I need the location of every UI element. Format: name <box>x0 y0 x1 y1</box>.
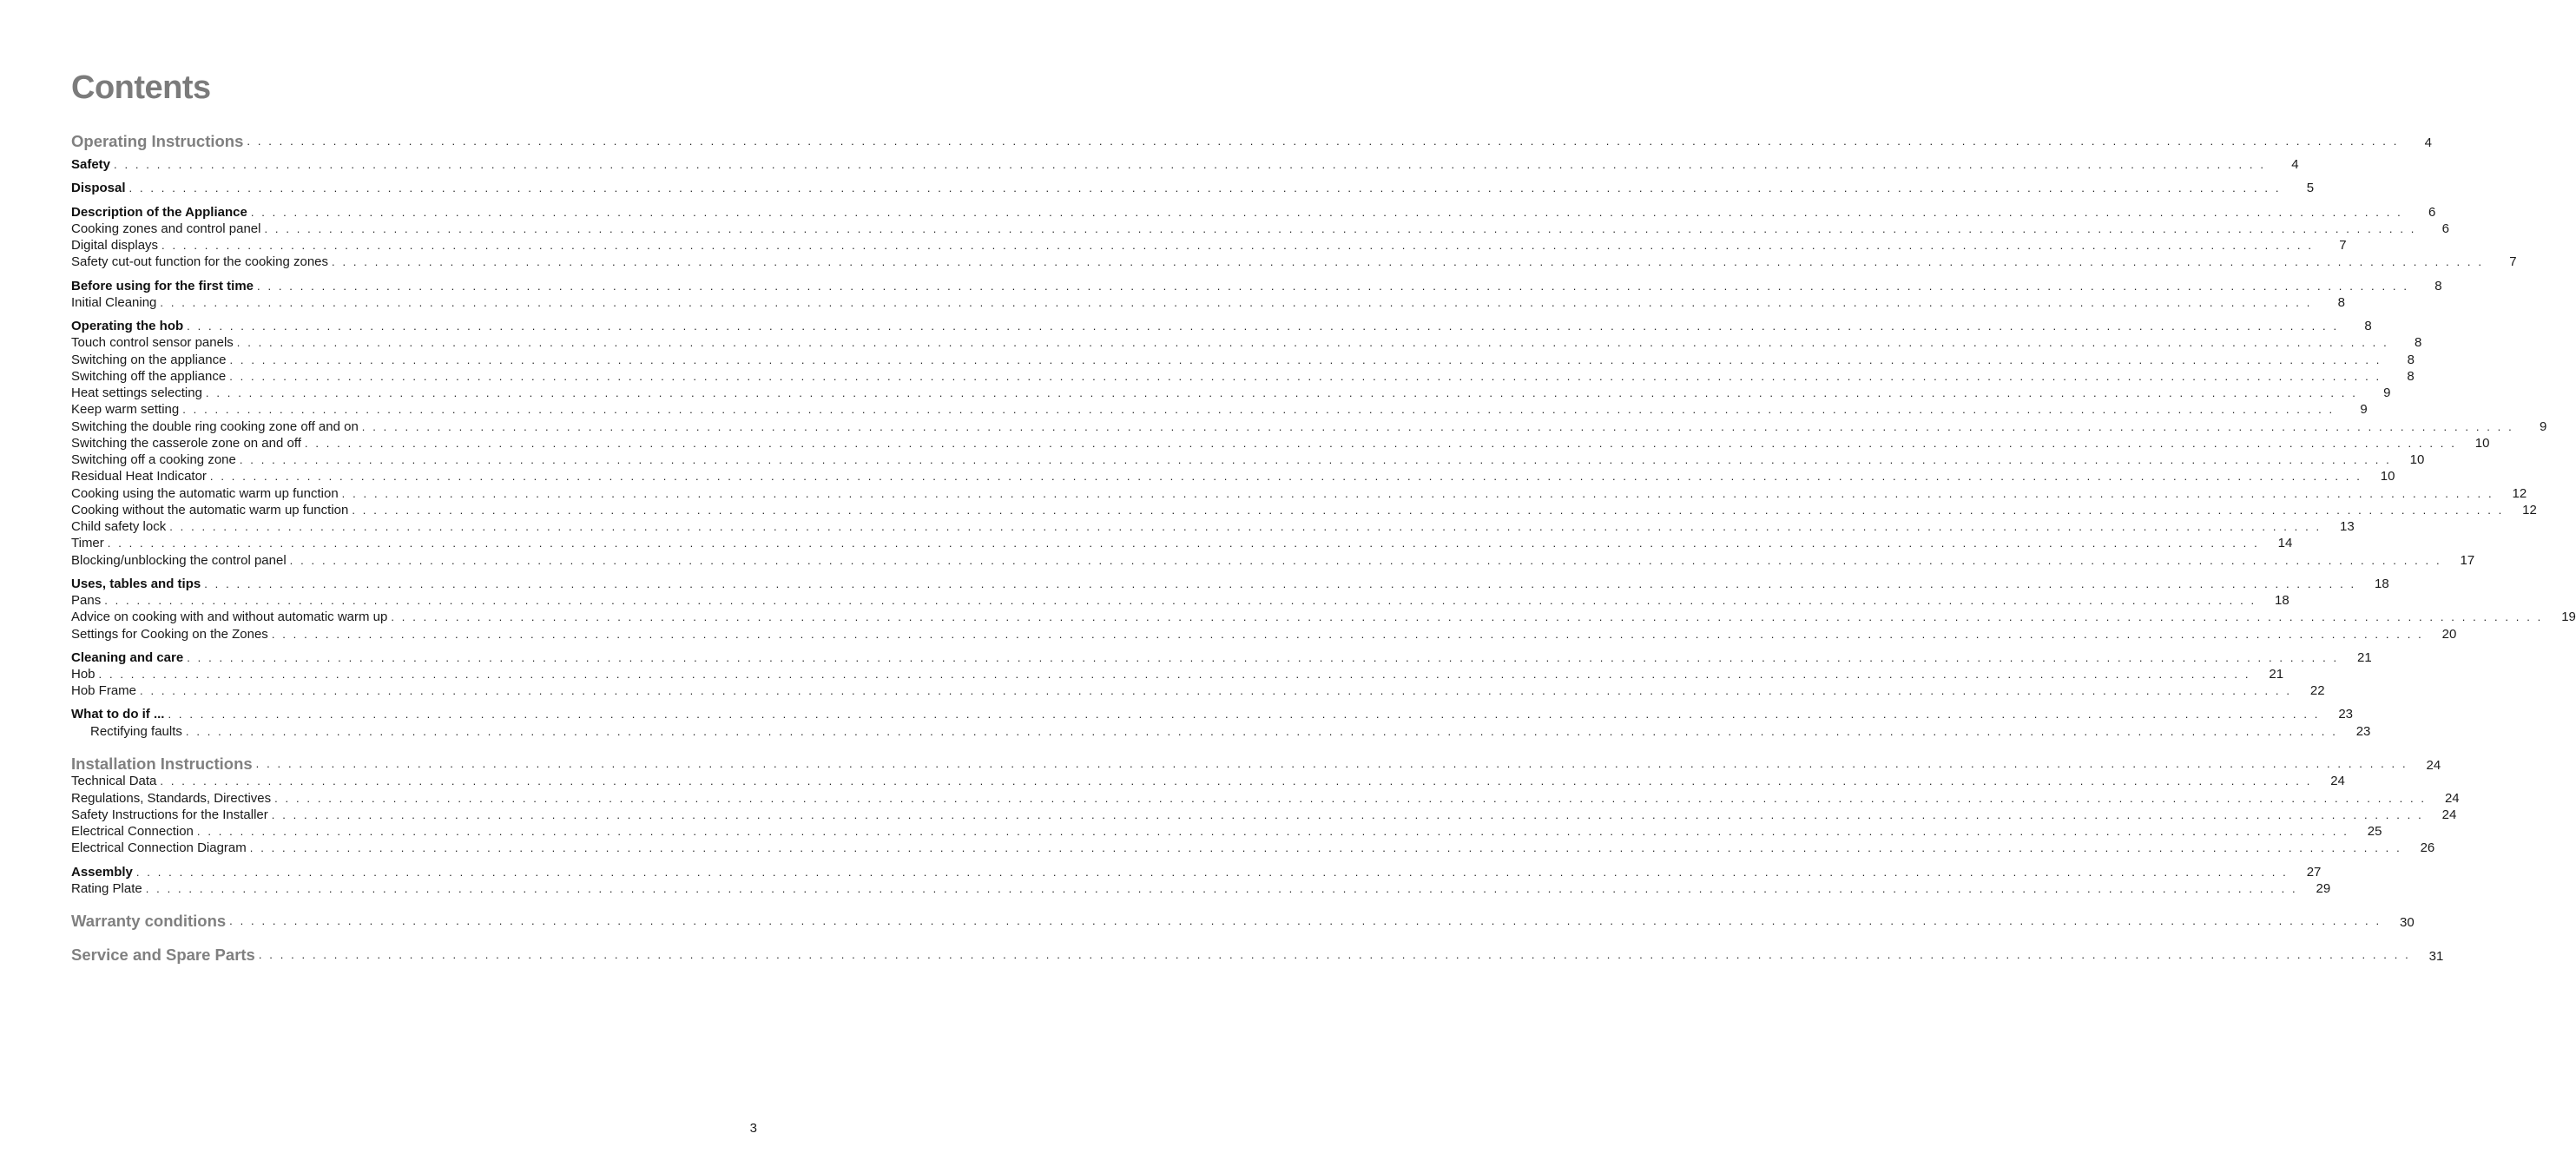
toc-entry-label: Safety Instructions for the Installer <box>71 807 268 822</box>
toc-entry[interactable] <box>71 705 2353 722</box>
toc-entry-page: 23 <box>2338 707 2353 722</box>
toc-entry[interactable] <box>71 451 2425 468</box>
toc-entry[interactable] <box>71 863 2322 880</box>
toc-entry-page: 9 <box>2539 419 2547 434</box>
toc-entry-label: Before using for the first time <box>71 279 254 293</box>
toc-entry-label: Uses, tables and tips <box>71 577 201 591</box>
toc-entry-label: Keep warm setting <box>71 402 180 417</box>
toc-entry[interactable] <box>71 772 2345 789</box>
toc-entry-label: Rectifying faults <box>90 724 182 739</box>
toc-entry-label: Service and Spare Parts <box>71 946 255 964</box>
toc-entry-label: Switching off the appliance <box>71 369 227 384</box>
dot-leader: . . . . . . . . . . . . . . . . . . . . . . . . . . . . . . . . . . . . . . . . . . . . . . . . . . . . . . . . . . . . . . . . . . . . . . . . . . . . . . . . . . . . . . . . . . . . . . . . . . . . . . . . . . . . . . . . . . . . . . . . . . . . . . . . . . . . . . . . . . . . . . . . . . . . . . . . . . . . . . . . . . . . . . . . . . . . . . . . . . . . . . . . . . . . . . . . . . . . . . . . <box>236 336 2389 349</box>
dot-leader: . . . . . . . . . . . . . . . . . . . . . . . . . . . . . . . . . . . . . . . . . . . . . . . . . . . . . . . . . . . . . . . . . . . . . . . . . . . . . . . . . . . . . . . . . . . . . . . . . . . . . . . . . . . . . . . . . . . . . . . . . . . . . . . . . . . . . . . . . . . . . . . . . . . . . . . . . . . . . . . . . . . . . . . . . . . . . . . . . . . . . . . . . . . . . . . . . . . . . . . . <box>187 320 2339 333</box>
toc-entry-page: 8 <box>2407 353 2415 367</box>
dot-leader: . . . . . . . . . . . . . . . . . . . . . . . . . . . . . . . . . . . . . . . . . . . . . . . . . . . . . . . . . . . . . . . . . . . . . . . . . . . . . . . . . . . . . . . . . . . . . . . . . . . . . . . . . . . . . . . . . . . . . . . . . . . . . . . . . . . . . . . . . . . . . . . . . . . . . . . . . . . . . . . . . . . . . . . . . . . . . . . . . . . . . . . . . . . . . . . . . . . . . . . . <box>249 841 2402 854</box>
toc-entry-page: 8 <box>2414 335 2422 350</box>
dot-leader: . . . . . . . . . . . . . . . . . . . . . . . . . . . . . . . . . . . . . . . . . . . . . . . . . . . . . . . . . . . . . . . . . . . . . . . . . . . . . . . . . . . . . . . . . . . . . . . . . . . . . . . . . . . . . . . . . . . . . . . . . . . . . . . . . . . . . . . . . . . . . . . . . . . . . . . . . . . . . . . . . . . . . . . . . . . . . . . . . . . . . . . . . . . . . . . . . . . . . . . . <box>250 206 2403 219</box>
toc-entry-page: 27 <box>2306 865 2322 880</box>
toc-entry-label: Assembly <box>71 865 133 880</box>
toc-entry[interactable] <box>71 880 2331 897</box>
toc-entry[interactable] <box>71 806 2457 823</box>
dot-leader: . . . . . . . . . . . . . . . . . . . . . . . . . . . . . . . . . . . . . . . . . . . . . . . . . . . . . . . . . . . . . . . . . . . . . . . . . . . . . . . . . . . . . . . . . . . . . . . . . . . . . . . . . . . . . . . . . . . . . . . . . . . . . . . . . . . . . . . . . . . . . . . . . . . . . . . . . . . . . . . . . . . . . . . . . . . . . . . . . . . . . . . . . . . . . . . . . . . . . . . . <box>247 135 2399 148</box>
dot-leader: . . . . . . . . . . . . . . . . . . . . . . . . . . . . . . . . . . . . . . . . . . . . . . . . . . . . . . . . . . . . . . . . . . . . . . . . . . . . . . . . . . . . . . . . . . . . . . . . . . . . . . . . . . . . . . . . . . . . . . . . . . . . . . . . . . . . . . . . . . . . . . . . . . . . . . . . . . . . . . . . . . . . . . . . . . . . . . . . . . . . . . . . . . . . . . . . . . . . . . . . <box>161 239 2314 252</box>
dot-leader: . . . . . . . . . . . . . . . . . . . . . . . . . . . . . . . . . . . . . . . . . . . . . . . . . . . . . . . . . . . . . . . . . . . . . . . . . . . . . . . . . . . . . . . . . . . . . . . . . . . . . . . . . . . . . . . . . . . . . . . . . . . . . . . . . . . . . . . . . . . . . . . . . . . . . . . . . . . . . . . . . . . . . . . . . . . . . . . . . . . . . . . . . . . . . . . . . . . . . . . . <box>289 554 2442 567</box>
toc-entry-page: 24 <box>2426 758 2441 773</box>
dot-leader: . . . . . . . . . . . . . . . . . . . . . . . . . . . . . . . . . . . . . . . . . . . . . . . . . . . . . . . . . . . . . . . . . . . . . . . . . . . . . . . . . . . . . . . . . . . . . . . . . . . . . . . . . . . . . . . . . . . . . . . . . . . . . . . . . . . . . . . . . . . . . . . . . . . . . . . . . . . . . . . . . . . . . . . . . . . . . . . . . . . . . . . . . . . . . . . . . . . . . . . . <box>271 628 2424 641</box>
toc-entry-page: 24 <box>2330 774 2345 788</box>
toc-entry-label: Warranty conditions <box>71 912 227 930</box>
toc-entry-label: Touch control sensor panels <box>71 335 234 350</box>
toc-entry[interactable] <box>71 608 2576 625</box>
toc-entry[interactable] <box>71 839 2435 856</box>
toc-entry-label: Advice on cooking with and without automatic warm up <box>71 610 388 624</box>
toc-entry-label: Installation Instructions <box>71 755 253 773</box>
dot-leader: . . . . . . . . . . . . . . . . . . . . . . . . . . . . . . . . . . . . . . . . . . . . . . . . . . . . . . . . . . . . . . . . . . . . . . . . . . . . . . . . . . . . . . . . . . . . . . . . . . . . . . . . . . . . . . . . . . . . . . . . . . . . . . . . . . . . . . . . . . . . . . . . . . . . . . . . . . . . . . . . . . . . . . . . . . . . . . . . . . . . . . . . . . . . . . . . . . . . . . . . <box>255 757 2408 770</box>
toc-entry-label: Technical Data <box>71 774 157 788</box>
toc-entry[interactable] <box>71 682 2325 699</box>
toc-entry-label: Description of the Appliance <box>71 205 247 220</box>
toc-entry-page: 23 <box>2355 724 2371 739</box>
dot-leader: . . . . . . . . . . . . . . . . . . . . . . . . . . . . . . . . . . . . . . . . . . . . . . . . . . . . . . . . . . . . . . . . . . . . . . . . . . . . . . . . . . . . . . . . . . . . . . . . . . . . . . . . . . . . . . . . . . . . . . . . . . . . . . . . . . . . . . . . . . . . . . . . . . . . . . . . . . . . . . . . . . . . . . . . . . . . . . . . . . . . . . . . . . . . . . . . . . . . . . . . <box>160 774 2312 787</box>
toc-entry-page: 19 <box>2561 610 2576 624</box>
toc-entry-label: Electrical Connection Diagram <box>71 840 247 855</box>
toc-entry-label: Cooking using the automatic warm up function <box>71 486 339 501</box>
toc-entry[interactable] <box>71 317 2372 334</box>
dot-leader: . . . . . . . . . . . . . . . . . . . . . . . . . . . . . . . . . . . . . . . . . . . . . . . . . . . . . . . . . . . . . . . . . . . . . . . . . . . . . . . . . . . . . . . . . . . . . . . . . . . . . . . . . . . . . . . . . . . . . . . . . . . . . . . . . . . . . . . . . . . . . . . . . . . . . . . . . . . . . . . . . . . . . . . . . . . . . . . . . . . . . . . . . . . . . . . . . . . . . . . . <box>160 296 2312 309</box>
toc-entry-page: 17 <box>2460 553 2475 568</box>
dot-leader: . . . . . . . . . . . . . . . . . . . . . . . . . . . . . . . . . . . . . . . . . . . . . . . . . . . . . . . . . . . . . . . . . . . . . . . . . . . . . . . . . . . . . . . . . . . . . . . . . . . . . . . . . . . . . . . . . . . . . . . . . . . . . . . . . . . . . . . . . . . . . . . . . . . . . . . . . . . . . . . . . . . . . . . . . . . . . . . . . . . . . . . . . . . . . . . . . . . . . . . . <box>204 577 2356 590</box>
toc-entry-label: Switching the double ring cooking zone off and on <box>71 419 359 434</box>
toc-entry[interactable] <box>71 551 2475 569</box>
toc-entry-page: 10 <box>2409 452 2425 467</box>
dot-leader: . . . . . . . . . . . . . . . . . . . . . . . . . . . . . . . . . . . . . . . . . . . . . . . . . . . . . . . . . . . . . . . . . . . . . . . . . . . . . . . . . . . . . . . . . . . . . . . . . . . . . . . . . . . . . . . . . . . . . . . . . . . . . . . . . . . . . . . . . . . . . . . . . . . . . . . . . . . . . . . . . . . . . . . . . . . . . . . . . . . . . . . . . . . . . . . . . . . . . . . . <box>135 866 2289 879</box>
dot-leader: . . . . . . . . . . . . . . . . . . . . . . . . . . . . . . . . . . . . . . . . . . . . . . . . . . . . . . . . . . . . . . . . . . . . . . . . . . . . . . . . . . . . . . . . . . . . . . . . . . . . . . . . . . . . . . . . . . . . . . . . . . . . . . . . . . . . . . . . . . . . . . . . . . . . . . . . . . . . . . . . . . . . . . . . . . . . . . . . . . . . . . . . . . . . . . . . . . . . . . . . <box>145 882 2298 895</box>
toc-entry-page: 8 <box>2434 279 2442 293</box>
toc-entry-label: Initial Cleaning <box>71 295 157 310</box>
dot-leader: . . . . . . . . . . . . . . . . . . . . . . . . . . . . . . . . . . . . . . . . . . . . . . . . . . . . . . . . . . . . . . . . . . . . . . . . . . . . . . . . . . . . . . . . . . . . . . . . . . . . . . . . . . . . . . . . . . . . . . . . . . . . . . . . . . . . . . . . . . . . . . . . . . . . . . . . . . . . . . . . . . . . . . . . . . . . . . . . . . . . . . . . . . . . . . . . . . . . . . . . <box>107 537 2260 550</box>
toc-entry-page: 6 <box>2441 221 2449 236</box>
toc-entry[interactable] <box>71 130 2432 151</box>
toc-entry[interactable] <box>71 649 2372 666</box>
toc-entry-page: 24 <box>2441 807 2457 822</box>
dot-leader: . . . . . . . . . . . . . . . . . . . . . . . . . . . . . . . . . . . . . . . . . . . . . . . . . . . . . . . . . . . . . . . . . . . . . . . . . . . . . . . . . . . . . . . . . . . . . . . . . . . . . . . . . . . . . . . . . . . . . . . . . . . . . . . . . . . . . . . . . . . . . . . . . . . . . . . . . . . . . . . . . . . . . . . . . . . . . . . . . . . . . . . . . . . . . . . . . . . . . . . . <box>332 255 2484 268</box>
dot-leader: . . . . . . . . . . . . . . . . . . . . . . . . . . . . . . . . . . . . . . . . . . . . . . . . . . . . . . . . . . . . . . . . . . . . . . . . . . . . . . . . . . . . . . . . . . . . . . . . . . . . . . . . . . . . . . . . . . . . . . . . . . . . . . . . . . . . . . . . . . . . . . . . . . . . . . . . . . . . . . . . . . . . . . . . . . . . . . . . . . . . . . . . . . . . . . . . . . . . . . . . <box>104 594 2256 607</box>
toc-entry-label: Timer <box>71 536 104 550</box>
toc-entry-label: Rating Plate <box>71 881 142 896</box>
toc-entry-page: 7 <box>2509 254 2517 269</box>
toc-entry-page: 22 <box>2309 683 2325 698</box>
dot-leader: . . . . . . . . . . . . . . . . . . . . . . . . . . . . . . . . . . . . . . . . . . . . . . . . . . . . . . . . . . . . . . . . . . . . . . . . . . . . . . . . . . . . . . . . . . . . . . . . . . . . . . . . . . . . . . . . . . . . . . . . . . . . . . . . . . . . . . . . . . . . . . . . . . . . . . . . . . . . . . . . . . . . . . . . . . . . . . . . . . . . . . . . . . . . . . . . . . . . . . . . <box>187 651 2339 664</box>
toc-entry[interactable] <box>71 179 2315 196</box>
dot-leader: . . . . . . . . . . . . . . . . . . . . . . . . . . . . . . . . . . . . . . . . . . . . . . . . . . . . . . . . . . . . . . . . . . . . . . . . . . . . . . . . . . . . . . . . . . . . . . . . . . . . . . . . . . . . . . . . . . . . . . . . . . . . . . . . . . . . . . . . . . . . . . . . . . . . . . . . . . . . . . . . . . . . . . . . . . . . . . . . . . . . . . . . . . . . . . . . . . . . . . . . <box>304 437 2457 450</box>
toc-entry[interactable] <box>71 333 2422 351</box>
toc-entry-page: 21 <box>2269 667 2284 682</box>
toc-entry[interactable] <box>71 591 2289 609</box>
toc-entry-page: 4 <box>2424 135 2432 150</box>
toc-entry[interactable] <box>71 203 2436 221</box>
toc-entry-label: Safety <box>71 157 111 172</box>
dot-leader: . . . . . . . . . . . . . . . . . . . . . . . . . . . . . . . . . . . . . . . . . . . . . . . . . . . . . . . . . . . . . . . . . . . . . . . . . . . . . . . . . . . . . . . . . . . . . . . . . . . . . . . . . . . . . . . . . . . . . . . . . . . . . . . . . . . . . . . . . . . . . . . . . . . . . . . . . . . . . . . . . . . . . . . . . . . . . . . . . . . . . . . . . . . . . . . . . . . . . . . . <box>341 487 2494 500</box>
toc-entry-page: 31 <box>2428 949 2444 964</box>
toc-entry-label: Cleaning and care <box>71 650 184 665</box>
toc-entry[interactable] <box>71 155 2299 173</box>
dot-leader: . . . . . . . . . . . . . . . . . . . . . . . . . . . . . . . . . . . . . . . . . . . . . . . . . . . . . . . . . . . . . . . . . . . . . . . . . . . . . . . . . . . . . . . . . . . . . . . . . . . . . . . . . . . . . . . . . . . . . . . . . . . . . . . . . . . . . . . . . . . . . . . . . . . . . . . . . . . . . . . . . . . . . . . . . . . . . . . . . . . . . . . . . . . . . . . . . . . . . . . . <box>264 222 2416 235</box>
toc-entry-label: Hob <box>71 667 96 682</box>
toc-entry-page: 20 <box>2441 627 2457 642</box>
toc-entry-page: 7 <box>2339 238 2347 253</box>
dot-leader: . . . . . . . . . . . . . . . . . . . . . . . . . . . . . . . . . . . . . . . . . . . . . . . . . . . . . . . . . . . . . . . . . . . . . . . . . . . . . . . . . . . . . . . . . . . . . . . . . . . . . . . . . . . . . . . . . . . . . . . . . . . . . . . . . . . . . . . . . . . . . . . . . . . . . . . . . . . . . . . . . . . . . . . . . . . . . . . . . . . . . . . . . . . . . . . . . . . . . . . . <box>128 181 2282 194</box>
toc-entry-page: 4 <box>2291 157 2299 172</box>
toc-entry[interactable] <box>71 467 2395 484</box>
dot-leader: . . . . . . . . . . . . . . . . . . . . . . . . . . . . . . . . . . . . . . . . . . . . . . . . . . . . . . . . . . . . . . . . . . . . . . . . . . . . . . . . . . . . . . . . . . . . . . . . . . . . . . . . . . . . . . . . . . . . . . . . . . . . . . . . . . . . . . . . . . . . . . . . . . . . . . . . . . . . . . . . . . . . . . . . . . . . . . . . . . . . . . . . . . . . . . . . . . . . . . . . <box>140 684 2292 697</box>
toc-entry-label: Safety cut-out function for the cooking zones <box>71 254 329 269</box>
toc-entry[interactable] <box>71 400 2368 418</box>
toc-entry-page: 29 <box>2316 881 2331 896</box>
page-number: 3 <box>749 1121 757 1136</box>
toc-entry[interactable] <box>71 944 2444 965</box>
toc-entry-page: 12 <box>2522 503 2537 517</box>
toc-entry[interactable] <box>71 534 2293 551</box>
toc-entry-label: Switching off a cooking zone <box>71 452 236 467</box>
toc-entry-page: 6 <box>2428 205 2436 220</box>
toc-entry-page: 10 <box>2380 469 2395 484</box>
toc-entry-page: 5 <box>2306 181 2315 195</box>
dot-leader: . . . . . . . . . . . . . . . . . . . . . . . . . . . . . . . . . . . . . . . . . . . . . . . . . . . . . . . . . . . . . . . . . . . . . . . . . . . . . . . . . . . . . . . . . . . . . . . . . . . . . . . . . . . . . . . . . . . . . . . . . . . . . . . . . . . . . . . . . . . . . . . . . . . . . . . . . . . . . . . . . . . . . . . . . . . . . . . . . . . . . . . . . . . . . . . . . . . . . . . . <box>168 708 2320 721</box>
toc-entry-page: 14 <box>2277 536 2293 550</box>
toc-entry-label: Disposal <box>71 181 126 195</box>
toc-entry[interactable] <box>71 293 2345 311</box>
toc-entry-label: Residual Heat Indicator <box>71 469 207 484</box>
dot-leader: . . . . . . . . . . . . . . . . . . . . . . . . . . . . . . . . . . . . . . . . . . . . . . . . . . . . . . . . . . . . . . . . . . . . . . . . . . . . . . . . . . . . . . . . . . . . . . . . . . . . . . . . . . . . . . . . . . . . . . . . . . . . . . . . . . . . . . . . . . . . . . . . . . . . . . . . . . . . . . . . . . . . . . . . . . . . . . . . . . . . . . . . . . . . . . . . . . . . . . . . <box>352 504 2504 517</box>
toc-entry-page: 26 <box>2420 840 2435 855</box>
toc-entry-label: Cooking without the automatic warm up function <box>71 503 349 517</box>
toc-entry[interactable] <box>71 434 2490 451</box>
toc-entry-label: Pans <box>71 593 102 608</box>
toc-entry-page: 13 <box>2340 519 2355 534</box>
toc-entry-label: Regulations, Standards, Directives <box>71 791 272 806</box>
toc-entry[interactable] <box>71 625 2457 643</box>
dot-leader: . . . . . . . . . . . . . . . . . . . . . . . . . . . . . . . . . . . . . . . . . . . . . . . . . . . . . . . . . . . . . . . . . . . . . . . . . . . . . . . . . . . . . . . . . . . . . . . . . . . . . . . . . . . . . . . . . . . . . . . . . . . . . . . . . . . . . . . . . . . . . . . . . . . . . . . . . . . . . . . . . . . . . . . . . . . . . . . . . . . . . . . . . . . . . . . . . . . . . . . . <box>274 792 2427 805</box>
toc-entry-page: 10 <box>2474 436 2490 451</box>
toc-entry-page: 8 <box>2364 319 2372 333</box>
toc-entry-page: 12 <box>2512 486 2527 501</box>
toc-entry[interactable] <box>71 665 2284 682</box>
dot-leader: . . . . . . . . . . . . . . . . . . . . . . . . . . . . . . . . . . . . . . . . . . . . . . . . . . . . . . . . . . . . . . . . . . . . . . . . . . . . . . . . . . . . . . . . . . . . . . . . . . . . . . . . . . . . . . . . . . . . . . . . . . . . . . . . . . . . . . . . . . . . . . . . . . . . . . . . . . . . . . . . . . . . . . . . . . . . . . . . . . . . . . . . . . . . . . . . . . . . . . . . <box>229 370 2382 383</box>
dot-leader: . . . . . . . . . . . . . . . . . . . . . . . . . . . . . . . . . . . . . . . . . . . . . . . . . . . . . . . . . . . . . . . . . . . . . . . . . . . . . . . . . . . . . . . . . . . . . . . . . . . . . . . . . . . . . . . . . . . . . . . . . . . . . . . . . . . . . . . . . . . . . . . . . . . . . . . . . . . . . . . . . . . . . . . . . . . . . . . . . . . . . . . . . . . . . . . . . . . . . . . . <box>209 470 2362 483</box>
toc-entry[interactable] <box>71 484 2527 502</box>
toc-entry[interactable] <box>71 822 2382 840</box>
toc-entry-label: Settings for Cooking on the Zones <box>71 627 268 642</box>
dot-leader: . . . . . . . . . . . . . . . . . . . . . . . . . . . . . . . . . . . . . . . . . . . . . . . . . . . . . . . . . . . . . . . . . . . . . . . . . . . . . . . . . . . . . . . . . . . . . . . . . . . . . . . . . . . . . . . . . . . . . . . . . . . . . . . . . . . . . . . . . . . . . . . . . . . . . . . . . . . . . . . . . . . . . . . . . . . . . . . . . . . . . . . . . . . . . . . . . . . . . . . . <box>258 948 2411 961</box>
toc-entry[interactable] <box>71 351 2415 368</box>
toc-entry-page: 8 <box>2407 369 2415 384</box>
toc-entry[interactable] <box>71 384 2391 401</box>
toc-entry-page: 25 <box>2367 824 2382 839</box>
dot-leader: . . . . . . . . . . . . . . . . . . . . . . . . . . . . . . . . . . . . . . . . . . . . . . . . . . . . . . . . . . . . . . . . . . . . . . . . . . . . . . . . . . . . . . . . . . . . . . . . . . . . . . . . . . . . . . . . . . . . . . . . . . . . . . . . . . . . . . . . . . . . . . . . . . . . . . . . . . . . . . . . . . . . . . . . . . . . . . . . . . . . . . . . . . . . . . . . . . . . . . . . <box>98 668 2251 681</box>
toc-entry[interactable] <box>71 910 2415 931</box>
toc-entry-label: Electrical Connection <box>71 824 194 839</box>
toc-entry[interactable] <box>71 236 2347 254</box>
toc-entry-label: Heat settings selecting <box>71 386 202 400</box>
toc-entry-label: Hob Frame <box>71 683 137 698</box>
toc-entry-label: Switching the casserole zone on and off <box>71 436 301 451</box>
toc-entry[interactable] <box>71 753 2441 774</box>
toc-entry[interactable] <box>71 575 2389 592</box>
dot-leader: . . . . . . . . . . . . . . . . . . . . . . . . . . . . . . . . . . . . . . . . . . . . . . . . . . . . . . . . . . . . . . . . . . . . . . . . . . . . . . . . . . . . . . . . . . . . . . . . . . . . . . . . . . . . . . . . . . . . . . . . . . . . . . . . . . . . . . . . . . . . . . . . . . . . . . . . . . . . . . . . . . . . . . . . . . . . . . . . . . . . . . . . . . . . . . . . . . . . . . . . <box>114 158 2266 171</box>
dot-leader: . . . . . . . . . . . . . . . . . . . . . . . . . . . . . . . . . . . . . . . . . . . . . . . . . . . . . . . . . . . . . . . . . . . . . . . . . . . . . . . . . . . . . . . . . . . . . . . . . . . . . . . . . . . . . . . . . . . . . . . . . . . . . . . . . . . . . . . . . . . . . . . . . . . . . . . . . . . . . . . . . . . . . . . . . . . . . . . . . . . . . . . . . . . . . . . . . . . . . . . . <box>229 914 2382 927</box>
dot-leader: . . . . . . . . . . . . . . . . . . . . . . . . . . . . . . . . . . . . . . . . . . . . . . . . . . . . . . . . . . . . . . . . . . . . . . . . . . . . . . . . . . . . . . . . . . . . . . . . . . . . . . . . . . . . . . . . . . . . . . . . . . . . . . . . . . . . . . . . . . . . . . . . . . . . . . . . . . . . . . . . . . . . . . . . . . . . . . . . . . . . . . . . . . . . . . . . . . . . . . . . <box>182 403 2335 416</box>
dot-leader: . . . . . . . . . . . . . . . . . . . . . . . . . . . . . . . . . . . . . . . . . . . . . . . . . . . . . . . . . . . . . . . . . . . . . . . . . . . . . . . . . . . . . . . . . . . . . . . . . . . . . . . . . . . . . . . . . . . . . . . . . . . . . . . . . . . . . . . . . . . . . . . . . . . . . . . . . . . . . . . . . . . . . . . . . . . . . . . . . . . . . . . . . . . . . . . . . . . . . . . . <box>239 453 2392 466</box>
toc-entry[interactable] <box>71 501 2537 518</box>
toc-entry-page: 21 <box>2357 650 2372 665</box>
toc-entry-page: 30 <box>2400 915 2415 930</box>
toc-entry[interactable] <box>71 253 2517 270</box>
toc-entry-label: Cooking zones and control panel <box>71 221 261 236</box>
dot-leader: . . . . . . . . . . . . . . . . . . . . . . . . . . . . . . . . . . . . . . . . . . . . . . . . . . . . . . . . . . . . . . . . . . . . . . . . . . . . . . . . . . . . . . . . . . . . . . . . . . . . . . . . . . . . . . . . . . . . . . . . . . . . . . . . . . . . . . . . . . . . . . . . . . . . . . . . . . . . . . . . . . . . . . . . . . . . . . . . . . . . . . . . . . . . . . . . . . . . . . . . <box>361 420 2514 433</box>
toc-entry-label: Blocking/unblocking the control panel <box>71 553 287 568</box>
toc-entry-page: 9 <box>2383 386 2391 400</box>
dot-leader: . . . . . . . . . . . . . . . . . . . . . . . . . . . . . . . . . . . . . . . . . . . . . . . . . . . . . . . . . . . . . . . . . . . . . . . . . . . . . . . . . . . . . . . . . . . . . . . . . . . . . . . . . . . . . . . . . . . . . . . . . . . . . . . . . . . . . . . . . . . . . . . . . . . . . . . . . . . . . . . . . . . . . . . . . . . . . . . . . . . . . . . . . . . . . . . . . . . . . . . . <box>257 280 2409 293</box>
toc-entry[interactable] <box>71 789 2460 807</box>
dot-leader: . . . . . . . . . . . . . . . . . . . . . . . . . . . . . . . . . . . . . . . . . . . . . . . . . . . . . . . . . . . . . . . . . . . . . . . . . . . . . . . . . . . . . . . . . . . . . . . . . . . . . . . . . . . . . . . . . . . . . . . . . . . . . . . . . . . . . . . . . . . . . . . . . . . . . . . . . . . . . . . . . . . . . . . . . . . . . . . . . . . . . . . . . . . . . . . . . . . . . . . . <box>169 520 2322 533</box>
toc-entry-page: 8 <box>2337 295 2345 310</box>
toc-entry-label: Child safety lock <box>71 519 167 534</box>
dot-leader: . . . . . . . . . . . . . . . . . . . . . . . . . . . . . . . . . . . . . . . . . . . . . . . . . . . . . . . . . . . . . . . . . . . . . . . . . . . . . . . . . . . . . . . . . . . . . . . . . . . . . . . . . . . . . . . . . . . . . . . . . . . . . . . . . . . . . . . . . . . . . . . . . . . . . . . . . . . . . . . . . . . . . . . . . . . . . . . . . . . . . . . . . . . . . . . . . . . . . . . . <box>185 725 2338 738</box>
dot-leader: . . . . . . . . . . . . . . . . . . . . . . . . . . . . . . . . . . . . . . . . . . . . . . . . . . . . . . . . . . . . . . . . . . . . . . . . . . . . . . . . . . . . . . . . . . . . . . . . . . . . . . . . . . . . . . . . . . . . . . . . . . . . . . . . . . . . . . . . . . . . . . . . . . . . . . . . . . . . . . . . . . . . . . . . . . . . . . . . . . . . . . . . . . . . . . . . . . . . . . . . <box>205 386 2358 399</box>
toc-entry[interactable] <box>71 517 2355 535</box>
toc-entry-label: Digital displays <box>71 238 159 253</box>
toc-entry-label: Operating the hob <box>71 319 184 333</box>
toc-entry-page: 18 <box>2275 593 2289 608</box>
toc-entry[interactable] <box>71 722 2371 740</box>
toc-entry[interactable] <box>71 220 2449 237</box>
toc-entry-page: 24 <box>2444 791 2460 806</box>
toc-entry[interactable] <box>71 367 2415 385</box>
toc-entry-page: 18 <box>2375 577 2389 591</box>
toc-entry-label: Switching on the appliance <box>71 353 227 367</box>
toc-entry-label: What to do if ... <box>71 707 165 722</box>
dot-leader: . . . . . . . . . . . . . . . . . . . . . . . . . . . . . . . . . . . . . . . . . . . . . . . . . . . . . . . . . . . . . . . . . . . . . . . . . . . . . . . . . . . . . . . . . . . . . . . . . . . . . . . . . . . . . . . . . . . . . . . . . . . . . . . . . . . . . . . . . . . . . . . . . . . . . . . . . . . . . . . . . . . . . . . . . . . . . . . . . . . . . . . . . . . . . . . . . . . . . . . . <box>196 825 2349 838</box>
dot-leader: . . . . . . . . . . . . . . . . . . . . . . . . . . . . . . . . . . . . . . . . . . . . . . . . . . . . . . . . . . . . . . . . . . . . . . . . . . . . . . . . . . . . . . . . . . . . . . . . . . . . . . . . . . . . . . . . . . . . . . . . . . . . . . . . . . . . . . . . . . . . . . . . . . . . . . . . . . . . . . . . . . . . . . . . . . . . . . . . . . . . . . . . . . . . . . . . . . . . . . . . <box>391 610 2543 623</box>
toc-entry-label: Operating Instructions <box>71 132 244 150</box>
toc-entry[interactable] <box>71 418 2547 435</box>
dot-leader: . . . . . . . . . . . . . . . . . . . . . . . . . . . . . . . . . . . . . . . . . . . . . . . . . . . . . . . . . . . . . . . . . . . . . . . . . . . . . . . . . . . . . . . . . . . . . . . . . . . . . . . . . . . . . . . . . . . . . . . . . . . . . . . . . . . . . . . . . . . . . . . . . . . . . . . . . . . . . . . . . . . . . . . . . . . . . . . . . . . . . . . . . . . . . . . . . . . . . . . . <box>271 808 2424 821</box>
toc-entry[interactable] <box>71 277 2442 294</box>
toc-entry-page: 9 <box>2360 402 2368 417</box>
page-title: Contents <box>71 69 211 106</box>
dot-leader: . . . . . . . . . . . . . . . . . . . . . . . . . . . . . . . . . . . . . . . . . . . . . . . . . . . . . . . . . . . . . . . . . . . . . . . . . . . . . . . . . . . . . . . . . . . . . . . . . . . . . . . . . . . . . . . . . . . . . . . . . . . . . . . . . . . . . . . . . . . . . . . . . . . . . . . . . . . . . . . . . . . . . . . . . . . . . . . . . . . . . . . . . . . . . . . . . . . . . . . . <box>229 353 2382 366</box>
